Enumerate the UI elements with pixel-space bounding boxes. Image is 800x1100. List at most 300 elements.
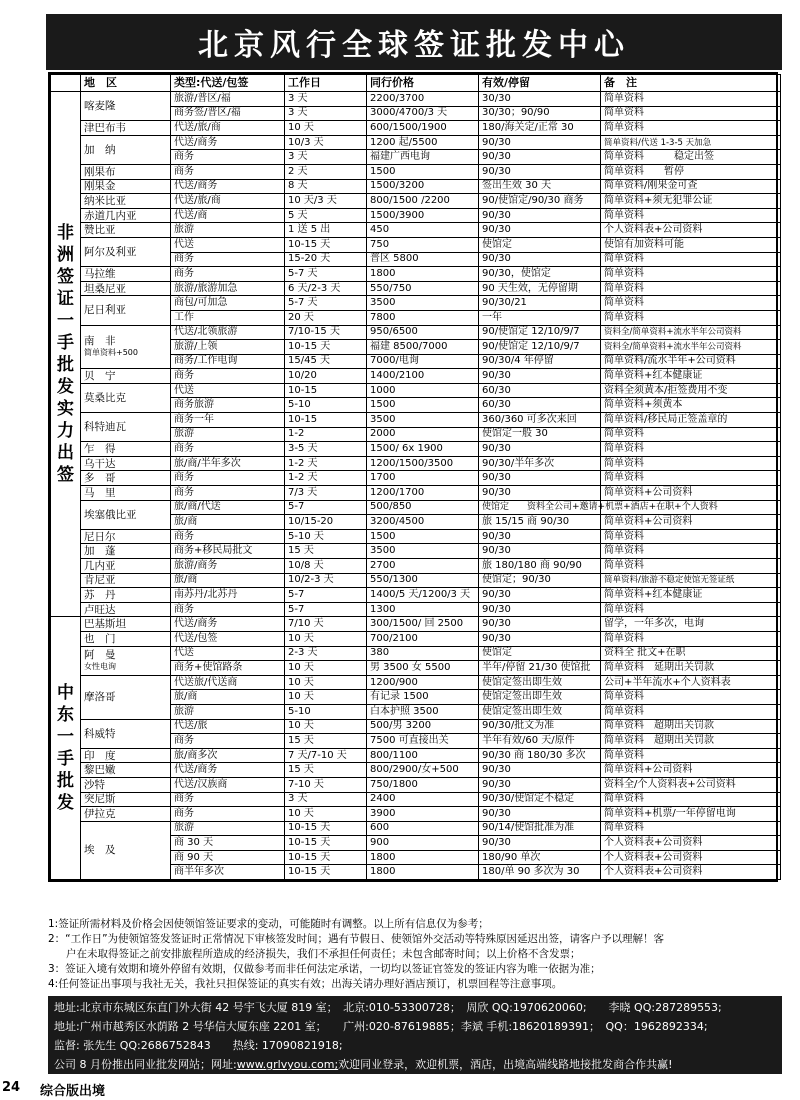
footer-website-intro: 公司 8 月份推出同业批发网站；网址: [54, 1058, 237, 1071]
section-label-char: 出 [57, 443, 74, 464]
region-cell [81, 617, 171, 632]
table-row [51, 486, 781, 501]
note-cell: 简单资料/流水半年+公司资料 [601, 354, 781, 369]
table-row [51, 194, 781, 209]
days-cell: 8 天 [285, 179, 367, 194]
region-name: 肯尼亚 [84, 574, 116, 587]
section-label-char: 一 [57, 311, 74, 332]
type-cell: 代送/商务 [171, 617, 285, 632]
note-cell: 简单资料+公司资料 [601, 763, 781, 778]
price-cell: 450 [367, 223, 479, 238]
type-cell: 商务旅游 [171, 398, 285, 413]
type-cell: 商务 [171, 369, 285, 384]
price-cell: 3900 [367, 807, 479, 822]
price-cell: 900 [367, 836, 479, 851]
price-cell: 3000/4700/3 天 [367, 106, 479, 121]
price-cell: 男 3500 女 5500 [367, 661, 479, 676]
validity-cell: 90/使馆定 12/10/9/7 [479, 340, 601, 355]
note-cell: 个人资料表+公司资料 [601, 850, 781, 865]
days-cell: 3 天 [285, 792, 367, 807]
section-label-char: 力 [57, 421, 74, 442]
region-cell [81, 223, 171, 238]
price-cell: 1800 [367, 865, 479, 880]
note-cell: 简单资料 [601, 704, 781, 719]
table-row [51, 719, 781, 734]
price-cell: 1800 [367, 850, 479, 865]
region-cell [81, 267, 171, 282]
validity-cell: 60/30 [479, 383, 601, 398]
table-row [51, 792, 781, 807]
region-name: 乍 得 [84, 443, 116, 456]
days-cell: 5-10 天 [285, 529, 367, 544]
note-line: 3：签证入境有效期和境外停留有效期，仅做参考而非任何法定承诺，一切均以签证官签发的签证内容为唯一依据为准； [48, 963, 601, 975]
validity-cell: 90/30 商 180/30 多次 [479, 748, 601, 763]
section-label [51, 617, 81, 880]
table-row [51, 821, 781, 836]
type-cell: 代送/包签 [171, 631, 285, 646]
type-cell: 代送/旅/商 [171, 194, 285, 209]
days-cell: 5-10 [285, 704, 367, 719]
note-cell: 简单资料 暂停 [601, 164, 781, 179]
days-cell: 7/3 天 [285, 486, 367, 501]
region-name: 摩洛哥 [84, 691, 116, 704]
table-row [51, 325, 781, 340]
validity-cell: 签出生效 30 天 [479, 179, 601, 194]
table-row [51, 617, 781, 632]
price-cell: 1400/5 天/1200/3 天 [367, 588, 479, 603]
header-type: 类型:代送/包签 [171, 75, 285, 92]
type-cell: 商务 [171, 807, 285, 822]
region-cell [81, 602, 171, 617]
days-cell: 5 天 [285, 208, 367, 223]
region-name: 沙特 [84, 778, 105, 791]
validity-cell: 90/30 [479, 631, 601, 646]
type-cell: 商务 [171, 471, 285, 486]
note-cell: 简单资料 [601, 559, 781, 574]
region-cell [81, 821, 171, 879]
type-cell: 代送/旅 [171, 719, 285, 734]
type-cell: 旅游/旅游加急 [171, 281, 285, 296]
days-cell: 10/2-3 天 [285, 573, 367, 588]
price-cell: 380 [367, 646, 479, 661]
type-cell: 商 30 天 [171, 836, 285, 851]
type-cell: 旅游/商务 [171, 559, 285, 574]
note-cell: 简单资料 [601, 792, 781, 807]
note-cell: 简单资料 [601, 121, 781, 136]
validity-cell: 90/30 [479, 602, 601, 617]
region-cell [81, 763, 171, 778]
table-header-row [51, 75, 781, 92]
days-cell: 1-2 [285, 427, 367, 442]
section-label-char: 中 [57, 683, 74, 704]
type-cell: 商务+移民局批文 [171, 544, 285, 559]
type-cell: 商务+使馆路条 [171, 661, 285, 676]
price-cell: 1200/1700 [367, 486, 479, 501]
price-cell: 2400 [367, 792, 479, 807]
region-name: 卢旺达 [84, 603, 116, 616]
note-cell: 简单资料 [601, 544, 781, 559]
region-name: 津巴布韦 [84, 121, 126, 134]
validity-cell: 半年有效/60 天/原件 [479, 734, 601, 749]
table-row [51, 544, 781, 559]
region-cell [81, 135, 171, 164]
days-cell: 10-15 天 [285, 850, 367, 865]
type-cell: 代送/旅/商 [171, 121, 285, 136]
notes-block [48, 917, 778, 992]
table-row [51, 500, 781, 515]
price-cell: 2200/3700 [367, 92, 479, 107]
type-cell: 旅/商 [171, 690, 285, 705]
validity-cell: 一年 [479, 310, 601, 325]
table-row [51, 267, 781, 282]
type-cell: 工作 [171, 310, 285, 325]
note-cell: 简单资料/代送 1-3-5 天加急 [601, 135, 781, 150]
validity-cell: 90/30 [479, 544, 601, 559]
validity-cell: 90/30 [479, 617, 601, 632]
note-cell: 简单资料 [601, 208, 781, 223]
type-cell: 旅/商 [171, 573, 285, 588]
note-cell: 资料全/个人资料表+公司资料 [601, 777, 781, 792]
section-label-char: 实 [57, 399, 74, 420]
days-cell: 3 天 [285, 150, 367, 165]
days-cell: 1-2 天 [285, 471, 367, 486]
days-cell: 15 天 [285, 544, 367, 559]
type-cell: 代送/汉族商 [171, 777, 285, 792]
table-row [51, 135, 781, 150]
header-region: 地 区 [81, 75, 171, 92]
region-cell [81, 544, 171, 559]
section-label-char: 手 [57, 749, 74, 770]
region-name: 埃 及 [84, 844, 116, 857]
region-cell [81, 500, 171, 529]
region-cell [81, 383, 171, 412]
price-cell: 950/6500 [367, 325, 479, 340]
table-row [51, 121, 781, 136]
validity-cell: 30/30；90/90 [479, 106, 601, 121]
type-cell: 商务签/普区/福 [171, 106, 285, 121]
validity-cell: 360/360 可多次来回 [479, 413, 601, 428]
validity-cell: 使馆定一般 30 [479, 427, 601, 442]
price-cell: 1500 [367, 398, 479, 413]
note-cell: 简单资料+红本健康证 [601, 369, 781, 384]
validity-cell: 90 天生效，无停留期 [479, 281, 601, 296]
days-cell: 5-7 天 [285, 296, 367, 311]
region-cell [81, 719, 171, 748]
price-cell: 1200/1500/3500 [367, 456, 479, 471]
type-cell: 旅游 [171, 821, 285, 836]
header-notes: 备 注 [601, 75, 781, 92]
type-cell: 旅/商/代送 [171, 500, 285, 515]
section-label-char: 证 [57, 289, 74, 310]
table-row [51, 164, 781, 179]
table-row [51, 369, 781, 384]
validity-cell: 90/30 [479, 763, 601, 778]
price-cell: 2000 [367, 427, 479, 442]
note-cell: 简单资料+须黄本 [601, 398, 781, 413]
table-row [51, 777, 781, 792]
note-cell: 资料全/简单资料+流水半年公司资料 [601, 340, 781, 355]
section-label-char: 手 [57, 333, 74, 354]
note-cell: 简单资料 [601, 602, 781, 617]
region-name: 刚果金 [84, 180, 116, 193]
days-cell: 5-10 [285, 398, 367, 413]
price-cell: 800/2900/女+500 [367, 763, 479, 778]
note-line: 2：“工作日”为使领馆签发签证时正常情况下审核签发时间；遇有节假日、使领馆外交活动等特殊原因延迟出签，请客户予以理解！客 [48, 933, 665, 945]
price-cell: 500/男 3200 [367, 719, 479, 734]
region-cell [81, 471, 171, 486]
validity-cell: 90/使馆定/90/30 商务 [479, 194, 601, 209]
region-name: 南 非 [84, 334, 116, 347]
validity-cell: 90/30 [479, 369, 601, 384]
section-label-char: 发 [57, 793, 74, 814]
region-subnote: 简单资料+500 [84, 347, 138, 357]
note-cell: 简单资料/移民局正签盖章的 [601, 413, 781, 428]
table-row [51, 223, 781, 238]
note-cell: 简单资料 [601, 252, 781, 267]
note-cell: 个人资料表+公司资料 [601, 836, 781, 851]
table-row [51, 602, 781, 617]
validity-cell: 90/30 [479, 836, 601, 851]
validity-cell: 90/30/使馆定不稳定 [479, 792, 601, 807]
price-cell: 7800 [367, 310, 479, 325]
page-number: 24 [2, 1080, 21, 1095]
section-label [51, 92, 81, 617]
region-name: 尼日尔 [84, 530, 116, 543]
table-row [51, 807, 781, 822]
region-cell [81, 777, 171, 792]
region-name: 印 度 [84, 749, 116, 762]
region-cell [81, 792, 171, 807]
visa-price-table [48, 72, 778, 882]
price-cell: 1300 [367, 602, 479, 617]
section-label-char: 一 [57, 727, 74, 748]
validity-cell: 90/30 [479, 471, 601, 486]
type-cell: 代送 [171, 237, 285, 252]
days-cell: 7 天/7-10 天 [285, 748, 367, 763]
price-cell: 3500 [367, 544, 479, 559]
table-row [51, 675, 781, 690]
region-name: 坦桑尼亚 [84, 282, 126, 295]
note-cell: 简单资料 稳定出签 [601, 150, 781, 165]
footer-website-outro: 欢迎同业登录，欢迎机票，酒店，出境高端线路地接批发商合作共赢! [338, 1058, 673, 1071]
type-cell: 旅/商/半年多次 [171, 456, 285, 471]
region-name: 加 蓬 [84, 545, 116, 558]
days-cell: 10 天 [285, 719, 367, 734]
days-cell: 10/3 天 [285, 135, 367, 150]
note-cell: 简单资料 [601, 427, 781, 442]
website-link[interactable]: www.grlvyou.com; [236, 1058, 339, 1071]
validity-cell: 90/30 [479, 588, 601, 603]
region-name: 赞比亚 [84, 224, 116, 237]
region-name: 也 门 [84, 632, 116, 645]
type-cell: 南苏丹/北苏丹 [171, 588, 285, 603]
validity-cell: 半年/停留 21/30 使馆批 [479, 661, 601, 676]
table-row [51, 646, 781, 661]
region-cell [81, 675, 171, 719]
table-row [51, 559, 781, 574]
validity-cell: 90/30，使馆定 [479, 267, 601, 282]
table-row [51, 529, 781, 544]
table-row [51, 237, 781, 252]
days-cell: 10/20 [285, 369, 367, 384]
price-cell: 1500/3200 [367, 179, 479, 194]
footer-beijing-address: 地址:北京市东城区东直门外大街 42 号宇飞大厦 819 室； 北京:010-53300728； 周欣 QQ:1970620060; 李晓 QQ:287289553; [54, 1001, 722, 1014]
price-cell: 1500/3900 [367, 208, 479, 223]
price-cell: 800/1100 [367, 748, 479, 763]
note-cell: 简单资料+公司资料 [601, 515, 781, 530]
region-cell [81, 646, 171, 675]
validity-cell: 90/30/批文为准 [479, 719, 601, 734]
note-cell: 简单资料+须无犯罪公证 [601, 194, 781, 209]
note-cell: 简单资料 [601, 310, 781, 325]
type-cell: 代送/商务 [171, 179, 285, 194]
type-cell: 商务 [171, 150, 285, 165]
days-cell: 3 天 [285, 106, 367, 121]
region-name: 科特迪瓦 [84, 421, 126, 434]
validity-cell: 使馆定 资料全公司+邀请+机票+酒店+在职+个人资料 [479, 500, 601, 515]
price-cell: 3200/4500 [367, 515, 479, 530]
type-cell: 旅游 [171, 704, 285, 719]
region-name: 突尼斯 [84, 793, 116, 806]
region-name: 黎巴嫩 [84, 764, 116, 777]
days-cell: 15 天 [285, 734, 367, 749]
type-cell: 商务 [171, 486, 285, 501]
days-cell: 1 送 5 出 [285, 223, 367, 238]
region-cell [81, 486, 171, 501]
validity-cell: 使馆定 [479, 237, 601, 252]
days-cell: 10 天 [285, 675, 367, 690]
region-cell [81, 456, 171, 471]
section-label-char: 批 [57, 771, 74, 792]
region-cell [81, 807, 171, 822]
note-cell: 资料全/简单资料+流水半年公司资料 [601, 325, 781, 340]
price-cell: 2700 [367, 559, 479, 574]
type-cell: 旅游/普区/福 [171, 92, 285, 107]
days-cell: 3-5 天 [285, 442, 367, 457]
price-cell: 1200 起/5500 [367, 135, 479, 150]
page-banner [46, 14, 782, 70]
validity-cell: 60/30 [479, 398, 601, 413]
region-subnote: 女性电询 [84, 661, 116, 671]
region-cell [81, 164, 171, 179]
validity-cell: 90/30 [479, 135, 601, 150]
days-cell: 10 天 [285, 690, 367, 705]
table-body [51, 92, 781, 880]
contact-footer [48, 996, 782, 1074]
days-cell: 20 天 [285, 310, 367, 325]
region-cell [81, 325, 171, 369]
table-row [51, 208, 781, 223]
region-name: 埃塞俄比亚 [84, 508, 137, 521]
type-cell: 商务 [171, 734, 285, 749]
region-cell [81, 179, 171, 194]
days-cell: 10 天 [285, 121, 367, 136]
days-cell: 10-15 [285, 413, 367, 428]
days-cell: 6 天/2-3 天 [285, 281, 367, 296]
section-label-char: 非 [57, 223, 74, 244]
table-row [51, 573, 781, 588]
footer-supervision: 监督: 张先生 QQ:2686752843 热线: 17090821918; [54, 1039, 343, 1052]
type-cell: 旅/商多次 [171, 748, 285, 763]
validity-cell: 90/30 [479, 442, 601, 457]
validity-cell: 90/30/21 [479, 296, 601, 311]
region-name: 苏 丹 [84, 588, 116, 601]
header-validity: 有效/停留 [479, 75, 601, 92]
region-name: 喀麦隆 [84, 100, 116, 113]
table-row [51, 383, 781, 398]
price-cell: 7000/电询 [367, 354, 479, 369]
days-cell: 10-15 天 [285, 865, 367, 880]
price-cell: 700/2100 [367, 631, 479, 646]
region-cell [81, 237, 171, 266]
price-cell: 福建 8500/7000 [367, 340, 479, 355]
price-cell: 7500 可直接出关 [367, 734, 479, 749]
validity-cell: 180/海关定/正常 30 [479, 121, 601, 136]
region-cell [81, 413, 171, 442]
type-cell: 商务一年 [171, 413, 285, 428]
note-cell: 简单资料 [601, 267, 781, 282]
page-title: 北京风行全球签证批发中心 [198, 28, 630, 63]
validity-cell: 90/30 [479, 150, 601, 165]
days-cell: 10 天 [285, 631, 367, 646]
validity-cell: 90/30 [479, 486, 601, 501]
price-cell: 1000 [367, 383, 479, 398]
days-cell: 10 天 [285, 661, 367, 676]
days-cell: 1-2 天 [285, 456, 367, 471]
region-cell [81, 588, 171, 603]
region-cell [81, 208, 171, 223]
region-cell [81, 748, 171, 763]
price-cell: 有记录 1500 [367, 690, 479, 705]
note-cell: 个人资料表+公司资料 [601, 865, 781, 880]
type-cell: 商半年多次 [171, 865, 285, 880]
type-cell: 代送/北领旅游 [171, 325, 285, 340]
region-cell [81, 631, 171, 646]
publication-name: 综合版出境 [40, 1084, 106, 1099]
region-name: 贝 宁 [84, 370, 116, 383]
type-cell: 商 90 天 [171, 850, 285, 865]
validity-cell: 90/14/使馆批准为准 [479, 821, 601, 836]
type-cell: 代送/商务 [171, 763, 285, 778]
note-cell: 个人资料表+公司资料 [601, 223, 781, 238]
table-row [51, 92, 781, 107]
days-cell: 7/10-15 天 [285, 325, 367, 340]
validity-cell: 180/单 90 多次为 30 [479, 865, 601, 880]
header-days: 工作日 [285, 75, 367, 92]
days-cell: 10-15 天 [285, 237, 367, 252]
table-row [51, 588, 781, 603]
type-cell: 商务 [171, 267, 285, 282]
note-cell: 留学，一年多次，电询 [601, 617, 781, 632]
validity-cell: 90/使馆定 12/10/9/7 [479, 325, 601, 340]
note-cell: 简单资料 [601, 690, 781, 705]
region-name: 刚果布 [84, 165, 116, 178]
region-cell [81, 559, 171, 574]
region-cell [81, 194, 171, 209]
region-cell [81, 442, 171, 457]
table-row [51, 413, 781, 428]
days-cell: 10 天/3 天 [285, 194, 367, 209]
header-section [51, 75, 81, 92]
days-cell: 5-7 天 [285, 267, 367, 282]
price-cell: 1200/900 [367, 675, 479, 690]
note-cell: 简单资料 [601, 748, 781, 763]
days-cell: 7-10 天 [285, 777, 367, 792]
price-cell: 3500 [367, 413, 479, 428]
validity-cell: 使馆定签出即生效 [479, 675, 601, 690]
days-cell: 5-7 [285, 602, 367, 617]
price-cell: 普区 5800 [367, 252, 479, 267]
